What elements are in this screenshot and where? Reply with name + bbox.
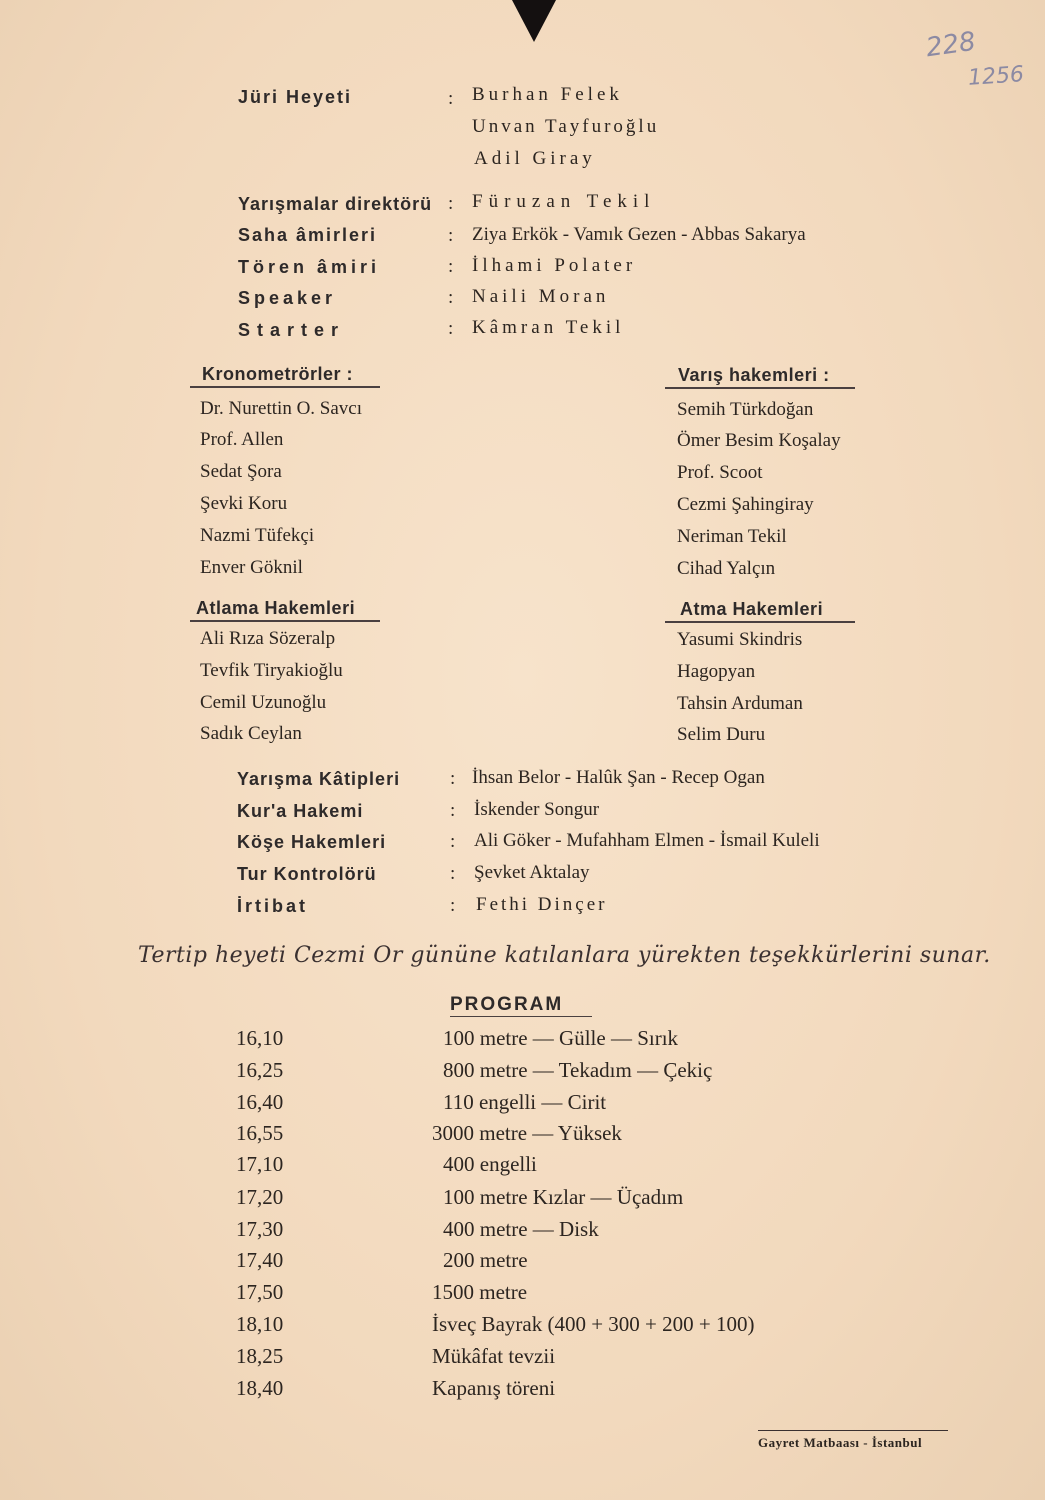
program-time: 17,50	[236, 1280, 284, 1304]
official-label: Speaker	[238, 288, 337, 308]
program-event	[432, 1280, 527, 1305]
event-name: metre Kızlar — Üçadım	[479, 1185, 684, 1209]
colon: :	[450, 768, 456, 789]
program-event: Mükâfat tevzii	[432, 1344, 556, 1368]
title-underline	[190, 620, 380, 622]
official-label: Tören âmiri	[238, 257, 381, 277]
colon: :	[448, 318, 454, 339]
event-distance: 110	[443, 1090, 474, 1114]
program-event	[443, 1185, 683, 1210]
official-value: İskender Songur	[474, 799, 600, 820]
event-distance: 400	[443, 1152, 475, 1176]
printer-imprint: Gayret Matbaası - İstanbul	[758, 1435, 923, 1450]
program-time: 16,40	[236, 1090, 284, 1114]
list-item: Ali Rıza Sözeralp	[200, 628, 336, 649]
program-title-underline	[450, 1016, 592, 1017]
colon: :	[448, 193, 454, 214]
event-name: metre — Yüksek	[479, 1121, 622, 1145]
printer-rule	[758, 1430, 948, 1431]
colon: :	[450, 800, 456, 821]
list-item: Prof. Scoot	[677, 462, 763, 483]
official-value: Ali Göker - Mufahham Elmen - İsmail Kuleli	[474, 830, 820, 851]
program-event: İsveç Bayrak (400 + 300 + 200 + 100)	[432, 1312, 755, 1336]
list-item: Sadık Ceylan	[200, 723, 302, 744]
colon: :	[448, 287, 454, 308]
official-value: Adil Giray	[474, 148, 596, 169]
program-time: 18,40	[236, 1376, 284, 1400]
event-distance: 400	[443, 1217, 475, 1241]
event-distance: 100	[443, 1026, 475, 1050]
official-value: İlhami Polater	[472, 255, 637, 276]
official-value: Ziya Erkök - Vamık Gezen - Abbas Sakarya	[472, 224, 806, 245]
official-value: Kâmran Tekil	[472, 317, 625, 338]
event-distance: 1500	[432, 1280, 474, 1304]
list-item: Ömer Besim Koşalay	[677, 430, 841, 451]
colon: :	[450, 831, 456, 852]
program-event	[443, 1090, 606, 1115]
group-title: Varış hakemleri :	[678, 365, 830, 385]
program-title: PROGRAM	[450, 994, 564, 1015]
list-item: Yasumi Skindris	[677, 629, 803, 650]
event-name: metre	[479, 1280, 528, 1304]
program-event	[443, 1026, 678, 1051]
program-event	[443, 1152, 537, 1177]
list-item: Cihad Yalçın	[677, 558, 776, 579]
official-label: Yarışmalar direktörü	[238, 194, 433, 214]
official-label: Starter	[238, 320, 346, 340]
event-distance: 3000	[432, 1121, 474, 1145]
list-item: Enver Göknil	[200, 557, 303, 578]
official-value: Fethi Dinçer	[476, 894, 608, 915]
event-name: metre — Gülle — Sırık	[479, 1026, 679, 1050]
program-time: 17,10	[236, 1152, 284, 1176]
thanks-note: Tertip heyeti Cezmi Or gününe katılanlara yürekten teşekkürlerini sunar.	[138, 943, 991, 968]
event-name: engelli	[479, 1152, 537, 1176]
official-value: Unvan Tayfuroğlu	[472, 116, 660, 137]
event-name: engelli — Cirit	[478, 1090, 607, 1114]
torn-notch	[512, 0, 556, 42]
official-value: Şevket Aktalay	[474, 862, 590, 883]
colon: :	[448, 88, 454, 109]
official-label: Köşe Hakemleri	[237, 832, 387, 852]
program-time: 18,25	[236, 1344, 284, 1368]
event-name: metre — Tekadım — Çekiç	[479, 1058, 713, 1082]
list-item: Dr. Nurettin O. Savcı	[200, 398, 363, 419]
program-time: 17,40	[236, 1248, 284, 1272]
list-item: Şevki Koru	[200, 493, 288, 514]
list-item: Hagopyan	[677, 661, 756, 682]
group-title: Atma Hakemleri	[680, 599, 824, 619]
list-item: Sedat Şora	[200, 461, 282, 482]
colon: :	[450, 895, 456, 916]
colon: :	[450, 863, 456, 884]
program-event	[443, 1248, 528, 1273]
colon: :	[448, 225, 454, 246]
official-value: Füruzan Tekil	[472, 191, 656, 212]
program-time: 16,25	[236, 1058, 284, 1082]
official-label: İrtibat	[237, 896, 309, 916]
event-name: metre — Disk	[479, 1217, 599, 1241]
list-item: Semih Türkdoğan	[677, 399, 814, 420]
program-time: 17,20	[236, 1185, 284, 1209]
program-time: 17,30	[236, 1217, 284, 1241]
list-item: Cemil Uzunoğlu	[200, 692, 327, 713]
official-label: Jüri Heyeti	[238, 87, 353, 107]
official-value: Burhan Felek	[472, 84, 623, 105]
list-item: Tahsin Arduman	[677, 693, 803, 714]
pencil-annotation-bottom: 1256	[967, 62, 1025, 91]
program-time: 18,10	[236, 1312, 284, 1336]
official-label: Tur Kontrolörü	[237, 864, 377, 884]
program-event	[443, 1217, 599, 1242]
list-item: Prof. Allen	[200, 429, 284, 450]
list-item: Tevfik Tiryakioğlu	[200, 660, 343, 681]
official-label: Kur'a Hakemi	[237, 801, 364, 821]
program-event	[432, 1121, 622, 1146]
list-item: Cezmi Şahingiray	[677, 494, 814, 515]
official-value: Naili Moran	[472, 286, 610, 307]
official-label: Saha âmirleri	[238, 225, 378, 245]
program-event	[443, 1058, 712, 1083]
pencil-annotation-top: 228	[924, 26, 978, 64]
title-underline	[190, 386, 380, 388]
event-distance: 800	[443, 1058, 475, 1082]
list-item: Selim Duru	[677, 724, 766, 745]
list-item: Nazmi Tüfekçi	[200, 525, 315, 546]
list-item: Neriman Tekil	[677, 526, 787, 547]
event-name: metre	[479, 1248, 528, 1272]
group-title: Kronometrörler :	[202, 364, 354, 384]
title-underline	[665, 621, 855, 623]
title-underline	[665, 387, 855, 389]
group-title: Atlama Hakemleri	[196, 598, 356, 618]
colon: :	[448, 256, 454, 277]
program-time: 16,55	[236, 1121, 284, 1145]
program-time: 16,10	[236, 1026, 284, 1050]
event-distance: 200	[443, 1248, 475, 1272]
program-event: Kapanış töreni	[432, 1376, 556, 1400]
official-value: İhsan Belor - Halûk Şan - Recep Ogan	[472, 767, 765, 788]
event-distance: 100	[443, 1185, 475, 1209]
official-label: Yarışma Kâtipleri	[237, 769, 401, 789]
